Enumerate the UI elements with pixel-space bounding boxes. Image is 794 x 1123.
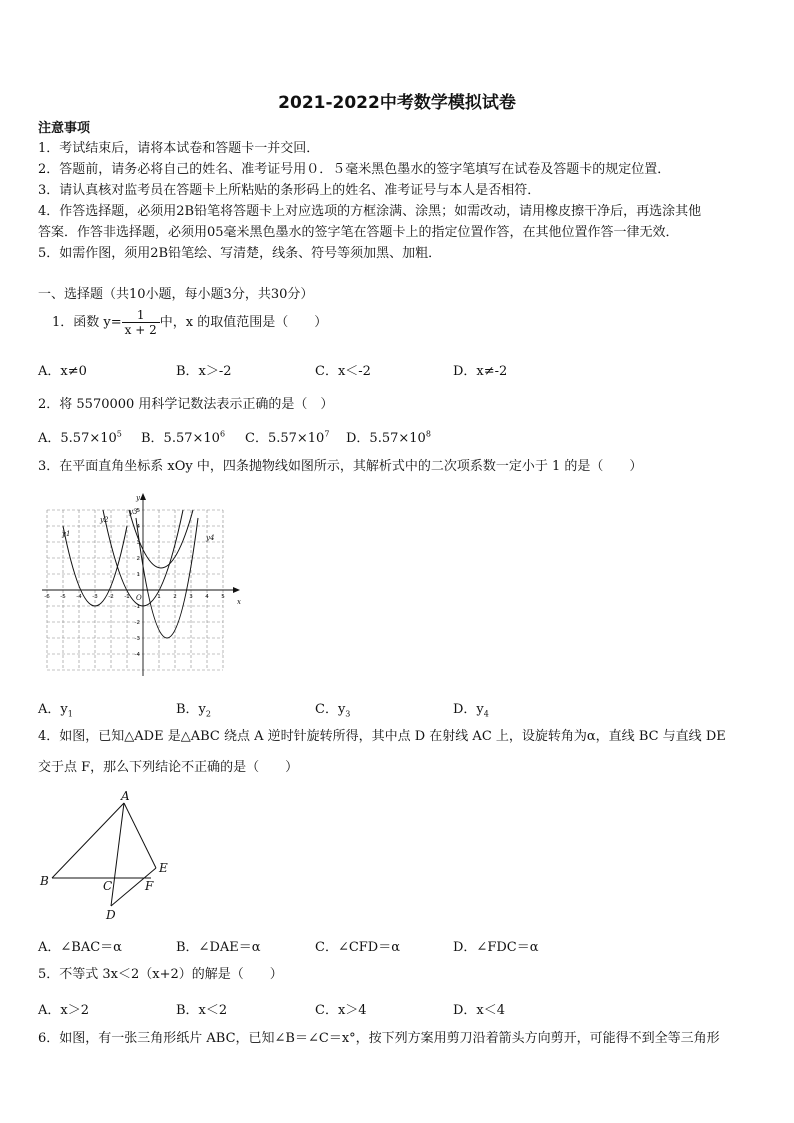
y-tick-label: 2 [136, 556, 140, 562]
option-c[interactable] [245, 427, 329, 446]
question-1 [52, 308, 327, 337]
x-tick-label: 1 [157, 594, 161, 600]
option-a[interactable] [38, 698, 73, 717]
y-tick-label: -3 [134, 636, 140, 642]
option-subscript: 2 [205, 709, 211, 719]
question-4-cont: 交于点 F，那么下列结论不正确的是（ ） [38, 760, 299, 775]
option-d[interactable]: D．x≠-2 [453, 364, 508, 379]
option-d[interactable]: D．∠FDC＝α [453, 940, 539, 955]
fraction [122, 308, 160, 337]
option-text: C．y [315, 702, 346, 717]
curve-label-y3: y3 [129, 508, 138, 516]
point-c-label: C [103, 879, 113, 893]
x-tick-label: 3 [189, 594, 193, 600]
option-c[interactable]: C．∠CFD＝α [315, 940, 401, 955]
question-6: 6．如图，有一张三角形纸片 ABC，已知∠B＝∠C＝x°，按下列方案用剪刀沿着箭头方向剪开，可能得不到全等三角形 [38, 1031, 720, 1046]
option-subscript: 3 [345, 709, 351, 719]
notice-item: 3．请认真核对监考员在答题卡上所粘贴的条形码上的姓名、准考证号与本人是否相符． [38, 183, 541, 198]
y-axis-label: y [136, 494, 140, 502]
point-a-label: A [121, 789, 130, 803]
option-c[interactable]: C．x＜-2 [315, 364, 371, 379]
y-tick-label: 5 [136, 508, 140, 514]
fraction-denominator: x + 2 [124, 323, 157, 337]
x-tick-label: -6 [44, 594, 50, 600]
y-tick-label: 1 [136, 572, 140, 578]
option-b[interactable]: B．∠DAE＝α [176, 940, 261, 955]
q1-stem-post: 中，x 的取值范围是（ ） [159, 315, 328, 330]
option-c[interactable]: C．x＞4 [315, 1003, 367, 1018]
point-d-label: D [106, 908, 116, 922]
option-subscript: 1 [67, 709, 73, 719]
curve-y4 [136, 518, 198, 638]
fraction-numerator: 1 [122, 308, 160, 323]
segment-ae [124, 803, 156, 868]
option-d[interactable] [453, 698, 489, 717]
notice-item: 1．考试结束后，请将本试卷和答题卡一并交回． [38, 141, 320, 156]
x-tick-label: -4 [76, 594, 82, 600]
option-subscript: 4 [483, 709, 489, 719]
y-axis-arrow [140, 493, 146, 500]
option-exponent: 8 [425, 429, 431, 439]
option-text: B．y [176, 702, 206, 717]
parabola-graph [40, 490, 246, 678]
question-4: 4．如图，已知△ADE 是△ABC 绕点 A 逆时针旋转所得，其中点 D 在射线 AC 上，设旋转角为α，直线 BC 与直线 DE [38, 729, 726, 744]
point-e-label: E [159, 861, 168, 875]
segment-ab [52, 803, 124, 878]
option-text: A．5.57×10 [38, 431, 117, 446]
notice-item: 答案．作答非选择题，必须用05毫米黑色墨水的签字笔在答题卡上的指定位置作答，在其他位置作答一律无效． [38, 225, 679, 240]
notice-item: 4．作答选择题，必须用2B铅笔将答题卡上对应选项的方框涂满、涂黑；如需改动，请用橡皮擦干净后，再选涂其他 [38, 204, 702, 219]
notice-item: 2．答题前，请务必将自己的姓名、准考证号用０．５毫米黑色墨水的签字笔填写在试卷及答题卡的规定位置． [38, 162, 671, 177]
option-exponent: 7 [324, 429, 330, 439]
option-b[interactable]: B．x＞-2 [176, 364, 232, 379]
option-d[interactable]: D．x＜4 [453, 1003, 506, 1018]
x-tick-label: -1 [124, 594, 130, 600]
option-a[interactable]: A．x≠0 [38, 364, 87, 379]
option-b[interactable]: B．x＜2 [176, 1003, 228, 1018]
question-2: 2．将 5570000 用科学记数法表示正确的是（ ） [38, 397, 334, 412]
x-tick-label: -3 [92, 594, 98, 600]
option-a[interactable]: A．∠BAC＝α [38, 940, 122, 955]
x-tick-label: 4 [205, 594, 209, 600]
triangle-figure [38, 788, 178, 924]
curve-label-y4: y4 [206, 534, 215, 542]
q1-stem-pre: 1．函数 y= [52, 315, 122, 330]
option-c[interactable] [315, 698, 350, 717]
option-text: A．y [38, 702, 68, 717]
option-b[interactable] [141, 427, 225, 446]
option-text: C．5.57×10 [245, 431, 325, 446]
option-text: D．5.57×10 [346, 431, 426, 446]
question-3: 3．在平面直角坐标系 xOy 中，四条抛物线如图所示，其解析式中的二次项系数一定小于 1 的是（ ） [38, 459, 643, 474]
segment-ad [111, 803, 124, 906]
curve-label-y1: y1 [62, 530, 71, 538]
option-exponent: 5 [116, 429, 122, 439]
curve-label-y2: y2 [100, 516, 109, 524]
x-axis-label: x [237, 598, 241, 606]
y-tick-label: -4 [134, 652, 140, 658]
x-tick-label: 5 [221, 594, 225, 600]
option-d[interactable] [346, 427, 431, 446]
origin-label: O [136, 594, 142, 602]
x-axis-arrow [233, 587, 240, 593]
y-tick-label: 4 [136, 524, 140, 530]
x-tick-label: -2 [108, 594, 114, 600]
point-b-label: B [40, 874, 49, 888]
x-tick-label: -5 [60, 594, 66, 600]
y-tick-label: -2 [134, 620, 140, 626]
option-b[interactable] [176, 698, 211, 717]
y-tick-label: -1 [134, 604, 140, 610]
x-tick-label: 2 [173, 594, 177, 600]
notice-item: 5．如需作图，须用2B铅笔绘、写清楚，线条、符号等须加黑、加粗． [38, 246, 442, 261]
option-a[interactable]: A．x＞2 [38, 1003, 89, 1018]
option-text: B．5.57×10 [141, 431, 220, 446]
option-text: D．y [453, 702, 484, 717]
page-title: 2021-2022中考数学模拟试卷 [278, 93, 516, 113]
option-exponent: 6 [219, 429, 226, 439]
option-a[interactable] [38, 427, 122, 446]
notice-heading: 注意事项 [38, 121, 91, 136]
y-tick-label: 3 [136, 540, 140, 546]
section-heading: 一、选择题（共10小题，每小题3分，共30分） [38, 287, 314, 302]
question-5: 5．不等式 3x＜2（x+2）的解是（ ） [38, 967, 283, 982]
point-f-label: F [145, 879, 154, 893]
